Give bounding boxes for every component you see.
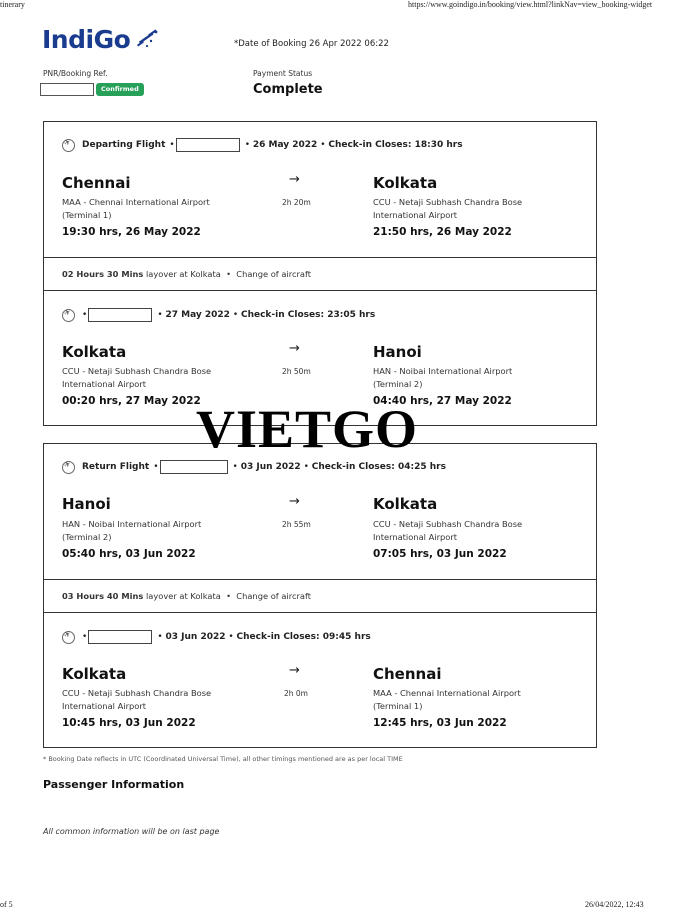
flight-heading: Return Flight — [82, 462, 150, 472]
payment-status-label: Payment Status — [253, 69, 313, 78]
flight-date: 26 May 2022 — [252, 140, 318, 150]
flight-date: 27 May 2022 — [165, 310, 230, 320]
divider — [44, 290, 596, 291]
plane-icon — [62, 309, 75, 322]
divider — [44, 612, 596, 613]
to-airport: CCU - Netaji Subhash Chandra Bose International Airport — [373, 197, 523, 220]
to-city: Kolkata — [373, 495, 438, 513]
to-city: Hanoi — [373, 343, 422, 361]
flight-number-redacted — [176, 138, 240, 152]
page-indicator: of 5 — [0, 900, 13, 909]
payment-status-value: Complete — [253, 82, 323, 97]
return-itinerary-card — [43, 443, 597, 748]
common-info-note: All common information will be on last page — [43, 827, 220, 836]
flight-number-redacted — [88, 308, 152, 322]
divider — [44, 257, 596, 258]
date-of-booking: *Date of Booking 26 Apr 2022 06:22 — [234, 39, 389, 49]
arrow-right-icon: → — [289, 341, 300, 356]
from-city: Hanoi — [62, 495, 111, 513]
plane-icon — [62, 139, 75, 152]
outbound-itinerary-card — [43, 121, 597, 426]
arrival-time: 04:40 hrs, 27 May 2022 — [373, 395, 512, 407]
flight-duration: 2h 50m — [282, 367, 311, 376]
flight-header: ✈ Departing Flight • • 26 May 2022 • Check-in Closes: 18:30 hrs — [62, 138, 463, 152]
print-tab-title: tinerary — [0, 0, 25, 9]
arrow-right-icon: → — [289, 663, 300, 678]
from-airport: HAN - Noibai International Airport (Terminal 2) — [62, 519, 202, 542]
from-city: Kolkata — [62, 665, 127, 683]
departure-time: 10:45 hrs, 03 Jun 2022 — [62, 717, 196, 729]
print-url: https://www.goindigo.in/booking/view.html?linkNav=view_booking-widget — [408, 0, 653, 9]
to-airport: HAN - Noibai International Airport (Terminal 2) — [373, 366, 513, 389]
brand-name: IndiGo — [42, 25, 131, 54]
flight-duration: 2h 55m — [282, 520, 311, 529]
indigo-logo — [42, 25, 160, 54]
passenger-section-title: Passenger Information — [43, 778, 185, 791]
from-airport: CCU - Netaji Subhash Chandra Bose International Airport — [62, 688, 212, 711]
layover-info: 03 Hours 40 Mins layover at Kolkata • Change of aircraft — [62, 591, 312, 601]
flight-header: ✈ Return Flight • • 03 Jun 2022 • Check-in Closes: 04:25 hrs — [62, 460, 446, 474]
booking-date-footnote: * Booking Date reflects in UTC (Coordinated Universal Time), all other timings mentioned are as per local TIME — [43, 755, 403, 763]
to-airport: MAA - Chennai International Airport (Terminal 1) — [373, 688, 521, 711]
print-timestamp: 26/04/2022, 12:43 — [585, 900, 644, 909]
arrival-time: 21:50 hrs, 26 May 2022 — [373, 226, 512, 238]
flight-duration: 2h 20m — [282, 198, 311, 207]
from-airport: CCU - Netaji Subhash Chandra Bose International Airport — [62, 366, 212, 389]
checkin-time: Check-in Closes: 23:05 hrs — [240, 310, 376, 320]
flight-number-redacted — [88, 630, 152, 644]
layover-info: 02 Hours 30 Mins layover at Kolkata • Change of aircraft — [62, 269, 312, 279]
arrow-right-icon: → — [289, 172, 300, 187]
arrival-time: 12:45 hrs, 03 Jun 2022 — [373, 717, 507, 729]
flight-date: 03 Jun 2022 — [165, 632, 226, 642]
flight-number-redacted — [160, 460, 228, 474]
plane-icon — [62, 631, 75, 644]
arrow-right-icon: → — [289, 494, 300, 509]
plane-logo-icon — [134, 29, 160, 51]
pnr-redacted-box — [40, 83, 94, 96]
flight-header: ✈ • • 03 Jun 2022 • Check-in Closes: 09:45 hrs — [62, 630, 371, 644]
arrival-time: 07:05 hrs, 03 Jun 2022 — [373, 548, 507, 560]
to-airport: CCU - Netaji Subhash Chandra Bose International Airport — [373, 519, 523, 542]
from-airport: MAA - Chennai International Airport (Terminal 1) — [62, 197, 210, 220]
pnr-label: PNR/Booking Ref. — [43, 69, 108, 78]
departure-time: 19:30 hrs, 26 May 2022 — [62, 226, 201, 238]
checkin-time: Check-in Closes: 09:45 hrs — [236, 632, 371, 642]
watermark: VIETGO — [196, 399, 419, 459]
flight-date: 03 Jun 2022 — [240, 462, 301, 472]
flight-heading: Departing Flight — [82, 140, 166, 150]
flight-duration: 2h 0m — [284, 689, 308, 698]
flight-header: ✈ • • 27 May 2022 • Check-in Closes: 23:05 hrs — [62, 308, 375, 322]
from-city: Kolkata — [62, 343, 127, 361]
plane-icon — [62, 461, 75, 474]
checkin-time: Check-in Closes: 18:30 hrs — [328, 140, 463, 150]
departure-time: 05:40 hrs, 03 Jun 2022 — [62, 548, 196, 560]
status-badge: Confirmed — [96, 83, 144, 96]
divider — [44, 579, 596, 580]
checkin-time: Check-in Closes: 04:25 hrs — [311, 462, 446, 472]
to-city: Chennai — [373, 665, 442, 683]
departure-time: 00:20 hrs, 27 May 2022 — [62, 395, 201, 407]
to-city: Kolkata — [373, 174, 438, 192]
from-city: Chennai — [62, 174, 131, 192]
